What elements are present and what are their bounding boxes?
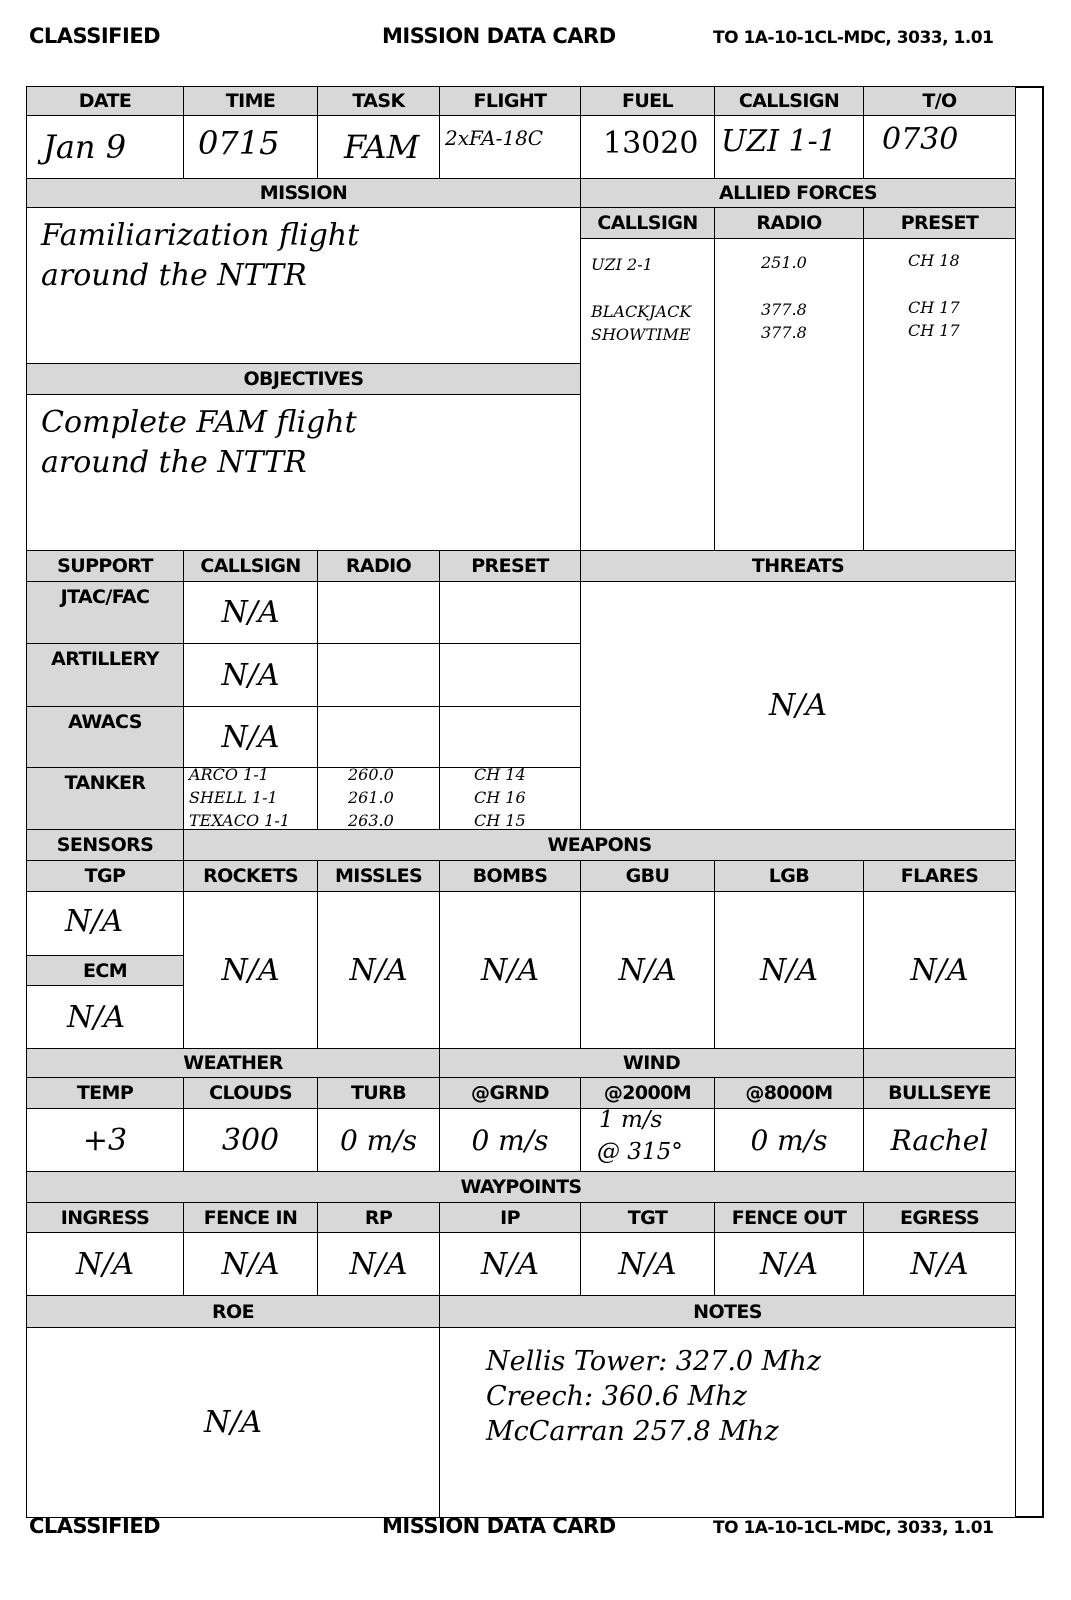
lgb-cell bbox=[714, 891, 864, 1049]
threats-box bbox=[580, 581, 1016, 830]
label-rp: RP bbox=[317, 1202, 440, 1233]
rockets-cell bbox=[183, 891, 318, 1049]
ingress-value: N/A bbox=[75, 1246, 135, 1282]
turb-value: 0 m/s bbox=[339, 1123, 418, 1157]
footer-title: MISSION DATA CARD bbox=[382, 1514, 616, 1538]
rockets-value: N/A bbox=[221, 952, 280, 988]
jtac-callsign-cell bbox=[183, 581, 318, 644]
wind-8000m-cell bbox=[714, 1108, 864, 1172]
footer-classified: CLASSIFIED bbox=[29, 1514, 161, 1538]
label-tanker: TANKER bbox=[26, 767, 184, 830]
tanker-callsign-2: SHELL 1-1 bbox=[189, 788, 278, 807]
label-takeoff: T/O bbox=[863, 86, 1016, 116]
tanker-callsign-1: ARCO 1-1 bbox=[189, 767, 269, 784]
tanker-preset-cell bbox=[439, 767, 581, 830]
header-tech-order: TO 1A-10-1CL-MDC, 3033, 1.01 bbox=[713, 28, 994, 48]
label-flares: FLARES bbox=[863, 860, 1016, 892]
label-objectives: OBJECTIVES bbox=[26, 363, 581, 395]
allied-callsign-3: SHOWTIME bbox=[591, 325, 691, 344]
artillery-callsign: N/A bbox=[221, 657, 280, 693]
date-value: Jan 9 bbox=[43, 128, 127, 166]
label-threats: THREATS bbox=[580, 550, 1016, 582]
label-allied-callsign: CALLSIGN bbox=[580, 207, 715, 239]
label-jtac-fac: JTAC/FAC bbox=[26, 581, 184, 644]
missles-cell bbox=[317, 891, 440, 1049]
label-wind: WIND bbox=[439, 1048, 864, 1078]
tanker-callsign-3: TEXACO 1-1 bbox=[189, 811, 290, 830]
wind-2000m-cell bbox=[580, 1108, 715, 1172]
label-bullseye: BULLSEYE bbox=[863, 1077, 1016, 1109]
tanker-radio-2: 261.0 bbox=[348, 788, 394, 807]
egress-value: N/A bbox=[910, 1246, 969, 1282]
tgp-value: N/A bbox=[65, 904, 124, 939]
bombs-value: N/A bbox=[480, 952, 540, 988]
wind-2000m-speed: 1 m/s bbox=[599, 1108, 663, 1133]
tgt-value: N/A bbox=[618, 1246, 677, 1282]
flares-value: N/A bbox=[910, 952, 969, 988]
label-flight: FLIGHT bbox=[439, 86, 581, 116]
tanker-radio-cell bbox=[317, 767, 440, 830]
tanker-radio-3: 263.0 bbox=[348, 811, 394, 830]
label-missles: MISSLES bbox=[317, 860, 440, 892]
tgt-cell bbox=[580, 1232, 715, 1296]
label-lgb: LGB bbox=[714, 860, 864, 892]
allied-radio-1: 251.0 bbox=[761, 253, 807, 272]
notes-box bbox=[439, 1327, 1016, 1518]
label-fence-out: FENCE OUT bbox=[714, 1202, 864, 1233]
label-gbu: GBU bbox=[580, 860, 715, 892]
ecm-value: N/A bbox=[67, 1000, 126, 1035]
wind-ground-value: 0 m/s bbox=[471, 1123, 549, 1157]
allied-preset-column bbox=[863, 238, 1016, 551]
blank-header-cell bbox=[863, 1048, 1016, 1078]
label-ingress: INGRESS bbox=[26, 1202, 184, 1233]
label-allied-forces: ALLIED FORCES bbox=[580, 178, 1016, 208]
allied-callsign-1: UZI 2-1 bbox=[591, 255, 653, 274]
label-support-callsign: CALLSIGN bbox=[183, 550, 318, 582]
label-wind-2000m: @2000M bbox=[580, 1077, 715, 1109]
flight-value: 2xFA-18C bbox=[445, 126, 544, 150]
egress-cell bbox=[863, 1232, 1016, 1296]
label-date: DATE bbox=[26, 86, 184, 116]
ip-value: N/A bbox=[480, 1246, 540, 1282]
label-wind-ground: @GRND bbox=[439, 1077, 581, 1109]
callsign-value: UZI 1-1 bbox=[721, 124, 837, 159]
jtac-preset-cell bbox=[439, 581, 581, 644]
jtac-callsign: N/A bbox=[221, 595, 280, 630]
time-cell bbox=[183, 115, 318, 179]
allied-radio-2: 377.8 bbox=[761, 300, 807, 319]
task-cell bbox=[317, 115, 440, 179]
fuel-cell bbox=[580, 115, 715, 179]
label-notes: NOTES bbox=[439, 1295, 1016, 1328]
label-rockets: ROCKETS bbox=[183, 860, 318, 892]
label-support-radio: RADIO bbox=[317, 550, 440, 582]
label-tgp: TGP bbox=[26, 860, 184, 892]
notes-line-2: Creech: 360.6 Mhz bbox=[486, 1381, 747, 1412]
notes-line-3: McCarran 257.8 Mhz bbox=[486, 1416, 779, 1447]
fence-out-value: N/A bbox=[759, 1246, 819, 1282]
mission-line-2: around the NTTR bbox=[41, 258, 307, 293]
ecm-cell bbox=[26, 985, 184, 1049]
bullseye-cell bbox=[863, 1108, 1016, 1172]
wind-8000m-value: 0 m/s bbox=[750, 1123, 828, 1157]
turb-cell bbox=[317, 1108, 440, 1172]
notes-line-1: Nellis Tower: 327.0 Mhz bbox=[486, 1346, 821, 1377]
tanker-preset-1: CH 14 bbox=[474, 767, 526, 784]
label-sensors: SENSORS bbox=[26, 829, 184, 861]
gbu-cell bbox=[580, 891, 715, 1049]
label-wind-8000m: @8000M bbox=[714, 1077, 864, 1109]
fence-in-cell bbox=[183, 1232, 318, 1296]
label-clouds: CLOUDS bbox=[183, 1077, 318, 1109]
label-egress: EGRESS bbox=[863, 1202, 1016, 1233]
tanker-callsign-cell bbox=[183, 767, 318, 830]
jtac-radio-cell bbox=[317, 581, 440, 644]
label-task: TASK bbox=[317, 86, 440, 116]
label-support: SUPPORT bbox=[26, 550, 184, 582]
label-temp: TEMP bbox=[26, 1077, 184, 1109]
gbu-value: N/A bbox=[618, 952, 677, 988]
bullseye-value: Rachel bbox=[890, 1123, 989, 1157]
label-allied-radio: RADIO bbox=[714, 207, 864, 239]
tgp-cell bbox=[26, 891, 184, 956]
wind-ground-cell bbox=[439, 1108, 581, 1172]
roe-box bbox=[26, 1327, 440, 1518]
objectives-line-1: Complete FAM flight bbox=[41, 405, 357, 440]
tanker-preset-3: CH 15 bbox=[474, 811, 526, 830]
temp-cell bbox=[26, 1108, 184, 1172]
label-callsign: CALLSIGN bbox=[714, 86, 864, 116]
label-time: TIME bbox=[183, 86, 318, 116]
takeoff-value: 0730 bbox=[882, 122, 959, 157]
callsign-cell bbox=[714, 115, 864, 179]
awacs-preset-cell bbox=[439, 706, 581, 768]
clouds-value: 300 bbox=[221, 1122, 280, 1158]
awacs-callsign: N/A bbox=[221, 719, 280, 755]
artillery-preset-cell bbox=[439, 643, 581, 707]
allied-radio-3: 377.8 bbox=[761, 323, 807, 342]
label-fence-in: FENCE IN bbox=[183, 1202, 318, 1233]
tanker-preset-2: CH 16 bbox=[474, 788, 526, 807]
footer-tech-order: TO 1A-10-1CL-MDC, 3033, 1.01 bbox=[713, 1518, 994, 1538]
label-mission: MISSION bbox=[26, 178, 581, 208]
label-fuel: FUEL bbox=[580, 86, 715, 116]
rp-value: N/A bbox=[349, 1246, 408, 1282]
awacs-radio-cell bbox=[317, 706, 440, 768]
label-weather: WEATHER bbox=[26, 1048, 440, 1078]
threats-value: N/A bbox=[768, 688, 828, 723]
date-cell bbox=[26, 115, 184, 179]
task-value: FAM bbox=[344, 128, 420, 166]
header-title: MISSION DATA CARD bbox=[382, 24, 616, 48]
fence-in-value: N/A bbox=[221, 1246, 280, 1282]
rp-cell bbox=[317, 1232, 440, 1296]
ip-cell bbox=[439, 1232, 581, 1296]
artillery-callsign-cell bbox=[183, 643, 318, 707]
label-ecm: ECM bbox=[26, 955, 184, 986]
label-waypoints: WAYPOINTS bbox=[26, 1171, 1016, 1203]
awacs-callsign-cell bbox=[183, 706, 318, 768]
label-awacs: AWACS bbox=[26, 706, 184, 768]
flares-cell bbox=[863, 891, 1016, 1049]
allied-callsign-2: BLACKJACK bbox=[591, 302, 692, 321]
label-allied-preset: PRESET bbox=[863, 207, 1016, 239]
label-roe: ROE bbox=[26, 1295, 440, 1328]
lgb-value: N/A bbox=[759, 952, 819, 988]
tanker-radio-1: 260.0 bbox=[348, 767, 394, 784]
takeoff-cell bbox=[863, 115, 1016, 179]
roe-value: N/A bbox=[203, 1405, 263, 1440]
label-weapons: WEAPONS bbox=[183, 829, 1016, 861]
objectives-line-2: around the NTTR bbox=[41, 445, 307, 480]
mission-box bbox=[26, 207, 581, 364]
fuel-value: 13020 bbox=[603, 126, 699, 161]
allied-callsign-column bbox=[580, 238, 715, 551]
objectives-box bbox=[26, 394, 581, 551]
flight-cell bbox=[439, 115, 581, 179]
header-classified: CLASSIFIED bbox=[29, 24, 161, 48]
allied-preset-2: CH 17 bbox=[908, 298, 960, 317]
clouds-cell bbox=[183, 1108, 318, 1172]
ingress-cell bbox=[26, 1232, 184, 1296]
label-ip: IP bbox=[439, 1202, 581, 1233]
label-artillery: ARTILLERY bbox=[26, 643, 184, 707]
allied-preset-1: CH 18 bbox=[908, 251, 960, 270]
label-turb: TURB bbox=[317, 1077, 440, 1109]
bombs-cell bbox=[439, 891, 581, 1049]
fence-out-cell bbox=[714, 1232, 864, 1296]
label-tgt: TGT bbox=[580, 1202, 715, 1233]
label-support-preset: PRESET bbox=[439, 550, 581, 582]
time-value: 0715 bbox=[198, 124, 280, 162]
artillery-radio-cell bbox=[317, 643, 440, 707]
missles-value: N/A bbox=[349, 952, 408, 988]
allied-radio-column bbox=[714, 238, 864, 551]
temp-value: +3 bbox=[82, 1122, 128, 1158]
allied-preset-3: CH 17 bbox=[908, 321, 960, 340]
label-bombs: BOMBS bbox=[439, 860, 581, 892]
wind-2000m-direction: @ 315° bbox=[597, 1139, 683, 1165]
mission-line-1: Familiarization flight bbox=[41, 218, 360, 253]
